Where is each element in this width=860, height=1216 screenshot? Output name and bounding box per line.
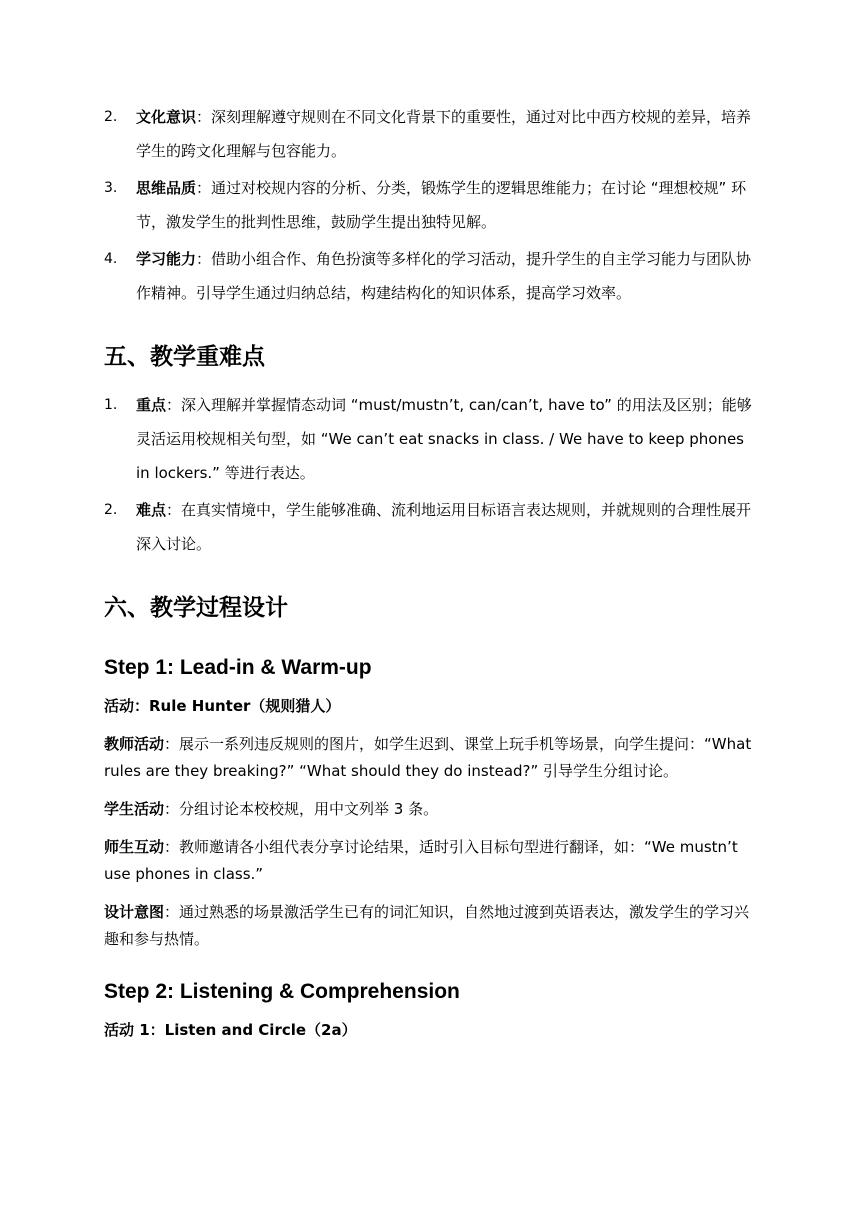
difficult-point-item: [104, 493, 760, 561]
key-point-item: [104, 388, 760, 490]
objective-text: ：深刻理解遵守规则在不同文化背景下的重要性，通过对比中西方校规的差异，培养学生的跨文化理解与包容能力。: [136, 108, 752, 160]
objective-text: ：通过对校规内容的分析、分类，锻炼学生的逻辑思维能力；在讨论 “理想校规” 环节，激发学生的批判性思维，鼓励学生提出独特见解。: [136, 179, 747, 231]
objective-text: ：借助小组合作、角色扮演等多样化的学习活动，提升学生的自主学习能力与团队协作精神。引导学生通过归纳总结，构建结构化的知识体系，提高学习效率。: [136, 250, 752, 302]
key-point-term: 重点: [136, 396, 167, 414]
step2-heading: Step 2: Listening & Comprehension: [104, 980, 460, 1003]
objective-term: 学习能力: [136, 250, 197, 268]
objectives-list: [104, 100, 760, 310]
objective-item-learning: [104, 242, 760, 310]
interaction-text: ：教师邀请各小组代表分享讨论结果，适时引入目标句型进行翻译，如：“We mustn’t use phones in class.”: [104, 838, 738, 883]
objective-item-thinking: [104, 171, 760, 239]
teacher-activity-label: 教师活动: [104, 735, 165, 753]
student-activity-text: ：分组讨论本校校规，用中文列举 3 条。: [164, 800, 439, 818]
list-number: 2.: [104, 109, 118, 125]
step1-activity: 活动：Rule Hunter（规则猎人）: [104, 697, 341, 715]
student-activity-label: 学生活动: [104, 800, 165, 818]
interaction-paragraph: [104, 834, 760, 888]
design-intent-paragraph: [104, 899, 760, 953]
list-number: 1.: [104, 397, 118, 413]
teacher-activity-paragraph: [104, 731, 760, 785]
step1-heading: Step 1: Lead-in & Warm-up: [104, 656, 372, 679]
list-number: 2.: [104, 502, 118, 518]
objective-term: 文化意识: [136, 108, 197, 126]
key-points-list: [104, 388, 760, 561]
list-number: 3.: [104, 180, 118, 196]
difficult-point-term: 难点: [136, 501, 167, 519]
list-number: 4.: [104, 251, 118, 267]
design-intent-label: 设计意图: [104, 903, 165, 921]
step2-activity: 活动 1：Listen and Circle（2a）: [104, 1021, 357, 1039]
design-intent-text: ：通过熟悉的场景激活学生已有的词汇知识，自然地过渡到英语表达，激发学生的学习兴趣和参与热情。: [104, 903, 750, 948]
difficult-point-text: ：在真实情境中，学生能够准确、流利地运用目标语言表达规则，并就规则的合理性展开深入讨论。: [136, 501, 752, 553]
objective-term: 思维品质: [136, 179, 197, 197]
key-point-text: ：深入理解并掌握情态动词 “must/mustn’t, can/can’t, have to” 的用法及区别；能够灵活运用校规相关句型，如 “We can’t eat snacks in class. / We have to keep phones in lockers.” 等进行表达。: [136, 396, 752, 482]
interaction-label: 师生互动: [104, 838, 165, 856]
objective-item-culture: [104, 100, 760, 168]
student-activity-paragraph: [104, 796, 760, 823]
teacher-activity-text: ：展示一系列违反规则的图片，如学生迟到、课堂上玩手机等场景，向学生提问：“What rules are they breaking?” “What should they do instead?” 引导学生分组讨论。: [104, 735, 752, 780]
section-heading-key-points: 五、教学重难点: [104, 344, 265, 370]
section-heading-process: 六、教学过程设计: [104, 595, 288, 621]
